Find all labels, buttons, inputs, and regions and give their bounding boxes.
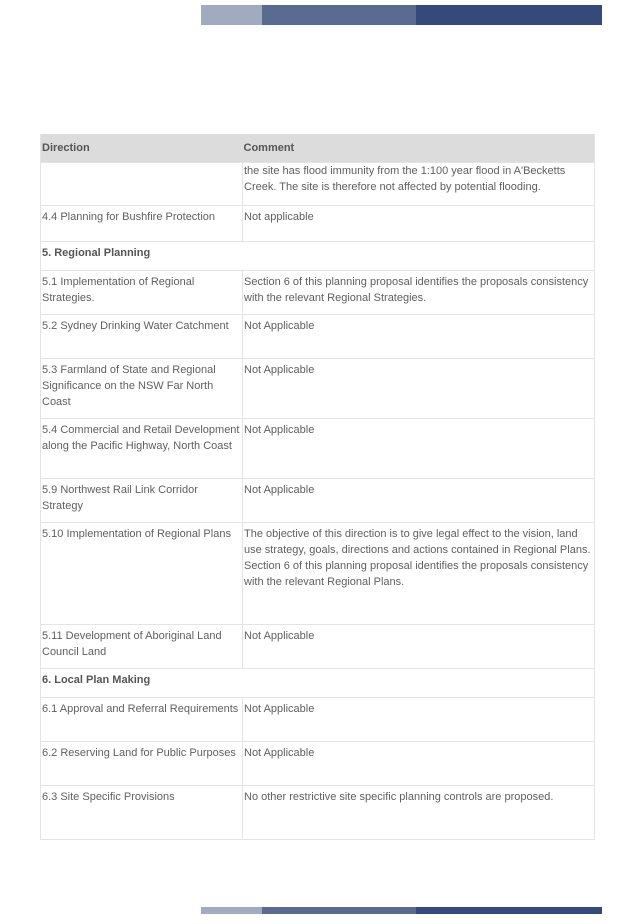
direction-cell: 5.9 Northwest Rail Link Corridor Strategy xyxy=(41,479,243,523)
direction-cell: 6.2 Reserving Land for Public Purposes xyxy=(41,742,243,786)
header-bar-segment-dark xyxy=(416,5,602,25)
header-bar-segment-mid xyxy=(262,5,416,25)
table-row xyxy=(41,315,595,359)
comment-cell: Not applicable xyxy=(243,206,595,242)
comment-cell: Not Applicable xyxy=(243,419,595,479)
comment-cell: The objective of this direction is to give legal effect to the vision, land use strategy, goals, directions and actions contained in Regional Plans. Section 6 of this planning proposal identifies the proposals consistency with the relevant Regional Plans. xyxy=(243,523,595,625)
direction-cell: 5.2 Sydney Drinking Water Catchment xyxy=(41,315,243,359)
footer-bar-segment-dark xyxy=(416,907,602,914)
comment-cell: Not Applicable xyxy=(243,359,595,419)
footer-bar-segment-mid xyxy=(262,907,416,914)
comment-cell: Not Applicable xyxy=(243,625,595,669)
direction-cell xyxy=(41,163,243,206)
direction-cell: 5.11 Development of Aboriginal Land Council Land xyxy=(41,625,243,669)
table-row xyxy=(41,271,595,315)
direction-cell: 6.1 Approval and Referral Requirements xyxy=(41,698,243,742)
comment-cell: No other restrictive site specific planning controls are proposed. xyxy=(243,786,595,840)
direction-cell: 6.3 Site Specific Provisions xyxy=(41,786,243,840)
header-direction: Direction xyxy=(41,134,243,163)
comment-cell: the site has flood immunity from the 1:100 year flood in A'Becketts Creek. The site is therefore not affected by potential flooding. xyxy=(243,163,595,206)
direction-cell: 5.3 Farmland of State and Regional Significance on the NSW Far North Coast xyxy=(41,359,243,419)
section-heading: 5. Regional Planning xyxy=(41,242,595,271)
header-comment: Comment xyxy=(243,134,595,163)
direction-cell: 5.1 Implementation of Regional Strategies. xyxy=(41,271,243,315)
table-row xyxy=(41,163,595,206)
table-row xyxy=(41,479,595,523)
table-row xyxy=(41,742,595,786)
table-header-row xyxy=(41,134,595,163)
comment-cell: Not Applicable xyxy=(243,315,595,359)
table-row xyxy=(41,359,595,419)
comment-cell: Not Applicable xyxy=(243,742,595,786)
section-row xyxy=(41,669,595,698)
table-row xyxy=(41,419,595,479)
header-decoration-bar xyxy=(201,5,602,25)
direction-cell: 4.4 Planning for Bushfire Protection xyxy=(41,206,243,242)
comment-cell: Not Applicable xyxy=(243,698,595,742)
table-row xyxy=(41,625,595,669)
direction-cell: 5.4 Commercial and Retail Development along the Pacific Highway, North Coast xyxy=(41,419,243,479)
direction-cell: 5.10 Implementation of Regional Plans xyxy=(41,523,243,625)
comment-cell: Section 6 of this planning proposal identifies the proposals consistency with the relevant Regional Strategies. xyxy=(243,271,595,315)
section-heading: 6. Local Plan Making xyxy=(41,669,595,698)
footer-bar-segment-light xyxy=(201,907,262,914)
directions-table xyxy=(40,134,595,840)
header-bar-segment-light xyxy=(201,5,262,25)
table-row xyxy=(41,206,595,242)
comment-cell: Not Applicable xyxy=(243,479,595,523)
table-row xyxy=(41,698,595,742)
section-row xyxy=(41,242,595,271)
table-row xyxy=(41,786,595,840)
table-row xyxy=(41,523,595,625)
footer-decoration-bar xyxy=(201,907,602,914)
